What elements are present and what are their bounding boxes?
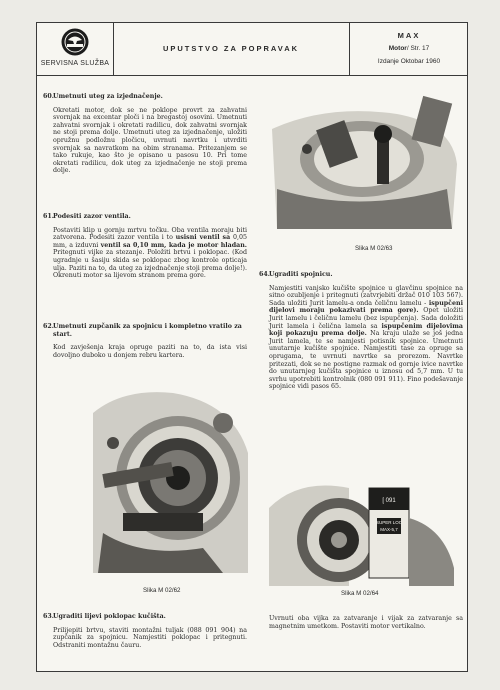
section-64-continued — [259, 615, 463, 630]
gauge-label-1: [ 091 — [382, 498, 396, 504]
figure-caption: Slika M 02/63 — [355, 245, 393, 252]
body-text: Na kraju ulaže se još jedna Jurit lamela, te se namjesti potisnik spojnice. Umetnuti unutarnje kučište spojnice. Namjestiti tase za opruge sa oprugama, te uvrnuti navrtke sa prorezom. Navrtke pritezati, dok se ne postigne razmak od gornje ivice navrtke do unutarnjeg kučišta spojnice u iznosu od 5,7 mm. U tu svrhu upotrebiti kontrolnik (080 091 911). Fino podešavanje spojnice vidi pasos 65. — [269, 330, 463, 391]
section-64 — [259, 271, 463, 391]
figure-m02-64 — [269, 458, 459, 598]
section-62 — [43, 323, 247, 359]
logo-block — [37, 23, 114, 75]
body-bold: ispupčenim dijelovima koji pokazuju prema dolje. — [269, 322, 463, 338]
section-body: Uvrnuti oba vijka za zatvaranje i vijak za zatvaranje sa magnetnim umetkom. Postaviti motor vertikalno. — [269, 615, 463, 630]
section-number: 64. — [259, 271, 270, 278]
section-body — [269, 285, 463, 391]
section-number: 62. — [43, 323, 54, 330]
figure-caption: Slika M 02/64 — [341, 590, 379, 597]
section-body: Okretati motor, dok se ne poklope provrt za zahvatni svornjak na excentar ploči i na bregastoj osovini. Umetnuti zahvatni svornjak i okretati radilicu, dok zahvatni svornjak ne stoji prema dolje. Umetnuti uteg za izjednačenje, uložiti opružnu podložnu pločicu, uvrnuti navrtku i utvrditi svornjak sa navratkom na obim stranama. Pritezanjem se tako rukuje, kao što je opisano u pasosu 10. Pri tome okretati radilicu, dok uteg za izjednačenje ne stoji prema dolje. — [53, 106, 247, 175]
manual-page — [36, 22, 468, 672]
page-header — [37, 23, 467, 76]
section-60 — [43, 93, 247, 175]
section-title: Podesiti zazor ventila. — [53, 213, 131, 220]
body-text: Namjestiti vanjsko kučište spojnice u glavčinu spojnice na sitno ozubljenje i pritegnuti (zatvrjebiti držač 010 103 567). Sada uložiti Jurit lamelu-a onda čeličnu lamelu - — [269, 284, 463, 307]
section-title: Umetnuti uteg za izjednačenje. — [53, 93, 163, 100]
section-number: 61. — [43, 213, 54, 220]
body-text: 0,05 mm, a izduvni — [53, 234, 247, 249]
gauge-label-2: SUPER LOC — [375, 520, 403, 525]
section-body: Prilijepiti brtvu, staviti montažni tuljak (088 091 904) na zupčanik za spojnicu. Namjestiti poklopac i pritegnuti. Odstraniti montažnu čauru. — [53, 626, 247, 649]
section-title: Umetnuti zupčanik za spojnicu i kompletno vratilo za start. — [53, 323, 242, 338]
section-page — [349, 45, 469, 52]
section-title: Ugraditi spojnicu. — [269, 271, 333, 278]
clutch-gauge-photo — [269, 458, 459, 586]
engine-clutch-gear-photo — [83, 383, 253, 583]
figure-m02-63 — [267, 89, 462, 259]
body-text: Postaviti klip u gornju mrtvu točku. Oba ventila moraju biti zatvorena. Podesiti zazor ventila i to — [53, 226, 247, 242]
manual-title: UPUTSTVO ZA POPRAVAK — [113, 23, 350, 75]
body-bold: ispupčeni dijelovi moraju pokazivati prema gore). — [269, 299, 463, 315]
service-name: SERVISNA SLUŽBA — [40, 60, 110, 67]
section-61 — [43, 213, 247, 280]
body-text: Opet uložiti Jurit lamelu i čeličnu lamelu (bez ispupčenja). Sada doložiti Jurit lamela i čelična lamela sa — [269, 307, 463, 330]
body-bold: ventil sa 0,10 mm, kada je motor hladan. — [100, 241, 247, 249]
section-title: Ugraditi lijevi poklopac kučišta. — [53, 613, 166, 620]
section-body — [53, 227, 247, 280]
valve-clearance-photo — [267, 89, 462, 239]
section-number: 60. — [43, 93, 54, 100]
body-text: Pritegnuti vijke za stezanje. Položiti brtvu i poklopac. (Kod ugradnje u šasiju skida se poklopac zbog kontrole opticaja ulja. Paziti na to, da uteg za izjednačenje stoji prema dolje!). Okrenuti motor sa lijevom stranom prema gore. — [53, 249, 247, 280]
page-number: / Str. 17 — [406, 45, 430, 52]
section-name: Motor — [388, 45, 407, 52]
issue-date: Izdanje Oktobar 1960 — [377, 58, 441, 65]
figure-caption: Slika M 02/62 — [143, 587, 181, 594]
model-name: MAX — [397, 31, 421, 40]
section-63 — [43, 613, 247, 649]
section-body: Kod zavješenja kraja opruge paziti na to, da ista visi dovoljno duboko u donjem rebru kartera. — [53, 344, 247, 359]
header-info — [349, 23, 469, 75]
body-bold: usisni ventil sa — [175, 234, 231, 242]
section-number: 63. — [43, 613, 54, 620]
skoda-logo-icon — [60, 27, 90, 57]
figure-m02-62 — [83, 383, 253, 593]
gauge-label-3: MAX-5,7 — [380, 527, 398, 532]
